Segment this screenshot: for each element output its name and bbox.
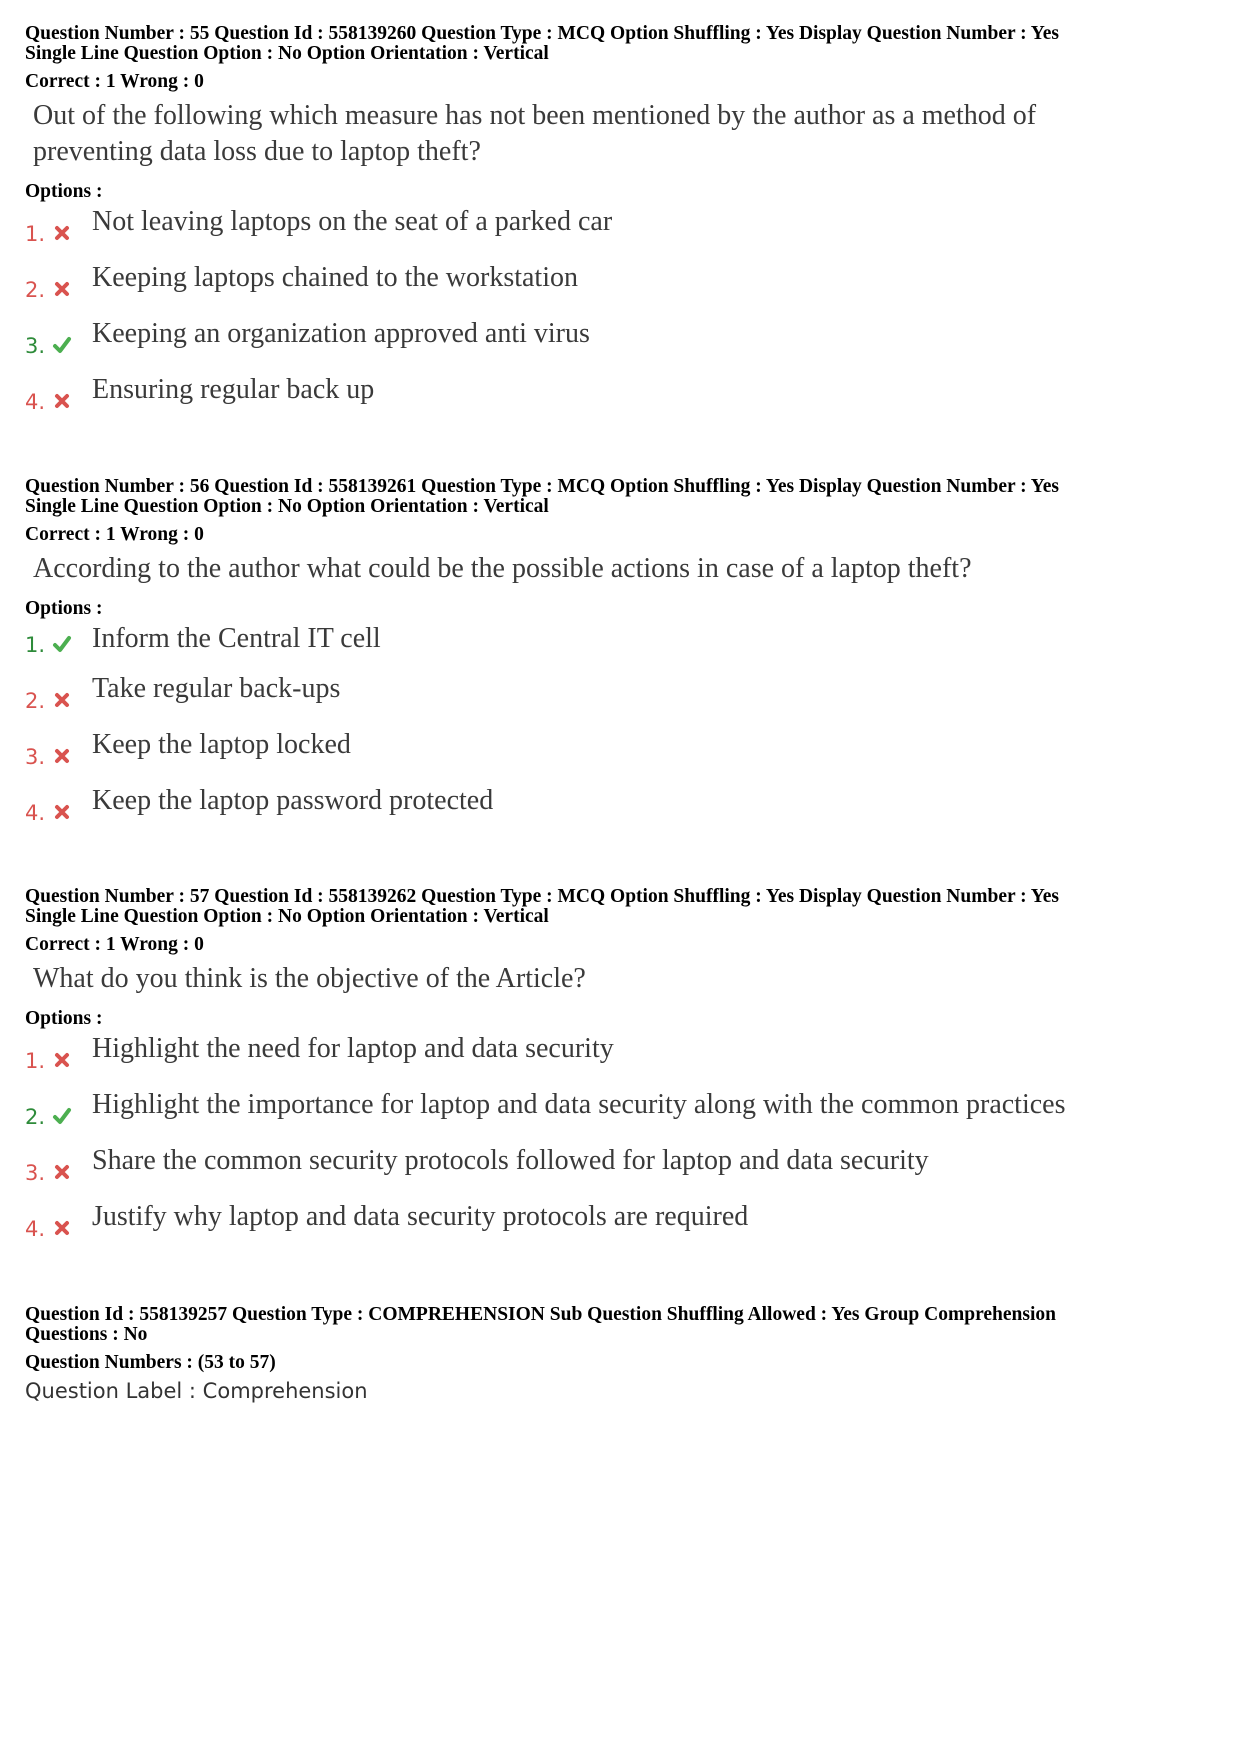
cross-icon [53,392,71,410]
option-3 [25,1141,1215,1197]
cross-icon [53,1163,71,1181]
question-57 [25,887,1215,1253]
question-label: Question Label : Comprehension [25,1379,368,1403]
option-number: 3. [25,745,46,769]
option-text: Justify why laptop and data security protocols are required [92,1201,749,1232]
option-1 [25,1029,1215,1085]
options-list [25,202,1215,426]
option-number: 3. [25,334,46,358]
question-56 [25,477,1215,837]
cross-icon [53,803,71,821]
option-2 [25,669,1215,725]
cross-icon [53,280,71,298]
marks-line: Correct : 1 Wrong : 0 [25,71,204,92]
option-number: 1. [25,633,46,657]
option-4 [25,370,1215,426]
option-number: 2. [25,1105,46,1129]
option-1 [25,202,1215,258]
cross-icon [53,691,71,709]
comprehension-group [25,1305,1215,1403]
option-text: Highlight the importance for laptop and data security along with the common practices [92,1089,1066,1120]
question-text: According to the author what could be the possible actions in case of a laptop theft? [33,553,972,584]
comprehension-meta-line2: Questions : No [25,1324,148,1345]
option-2 [25,1085,1215,1141]
option-number: 2. [25,278,46,302]
option-4 [25,781,1215,837]
comprehension-meta-line1: Question Id : 558139257 Question Type : COMPREHENSION Sub Question Shuffling Allowed : Yes Group Comprehension [25,1304,1056,1325]
cross-icon [53,747,71,765]
check-icon [51,635,73,653]
options-list [25,1029,1215,1253]
option-text: Inform the Central IT cell [92,623,381,654]
question-numbers-range: Question Numbers : (53 to 57) [25,1352,276,1373]
option-4 [25,1197,1215,1253]
marks-line: Correct : 1 Wrong : 0 [25,934,204,955]
marks-line: Correct : 1 Wrong : 0 [25,524,204,545]
option-text: Keep the laptop password protected [92,785,494,816]
cross-icon [53,224,71,242]
options-label: Options : [25,598,103,619]
option-number: 4. [25,1217,46,1241]
option-3 [25,314,1215,370]
question-55 [25,24,1215,426]
options-list [25,619,1215,837]
options-label: Options : [25,1008,103,1029]
option-number: 1. [25,1049,46,1073]
option-3 [25,725,1215,781]
question-text: Out of the following which measure has not been mentioned by the author as a method of preventing data loss due to laptop theft? [33,100,1037,167]
option-number: 3. [25,1161,46,1185]
question-meta-line2: Single Line Question Option : No Option Orientation : Vertical [25,43,549,64]
check-icon [51,336,73,354]
option-1 [25,619,1215,669]
option-text: Highlight the need for laptop and data security [92,1033,614,1064]
question-meta-line2: Single Line Question Option : No Option Orientation : Vertical [25,496,549,517]
option-2 [25,258,1215,314]
cross-icon [53,1219,71,1237]
option-text: Keeping an organization approved anti virus [92,318,590,349]
option-text: Not leaving laptops on the seat of a parked car [92,206,613,237]
question-meta-line1: Question Number : 57 Question Id : 558139262 Question Type : MCQ Option Shuffling : Yes Display Question Number : Yes [25,886,1059,907]
option-text: Keep the laptop locked [92,729,351,760]
option-number: 2. [25,689,46,713]
check-icon [51,1107,73,1125]
cross-icon [53,1051,71,1069]
option-number: 4. [25,801,46,825]
question-meta-line1: Question Number : 55 Question Id : 558139260 Question Type : MCQ Option Shuffling : Yes Display Question Number : Yes [25,23,1059,44]
options-label: Options : [25,181,103,202]
option-text: Take regular back-ups [92,673,341,704]
option-text: Ensuring regular back up [92,374,375,405]
question-text: What do you think is the objective of the Article? [33,963,586,994]
option-text: Keeping laptops chained to the workstation [92,262,578,293]
question-meta-line1: Question Number : 56 Question Id : 558139261 Question Type : MCQ Option Shuffling : Yes Display Question Number : Yes [25,476,1059,497]
question-meta-line2: Single Line Question Option : No Option Orientation : Vertical [25,906,549,927]
option-number: 4. [25,390,46,414]
option-text: Share the common security protocols followed for laptop and data security [92,1145,929,1176]
option-number: 1. [25,222,46,246]
